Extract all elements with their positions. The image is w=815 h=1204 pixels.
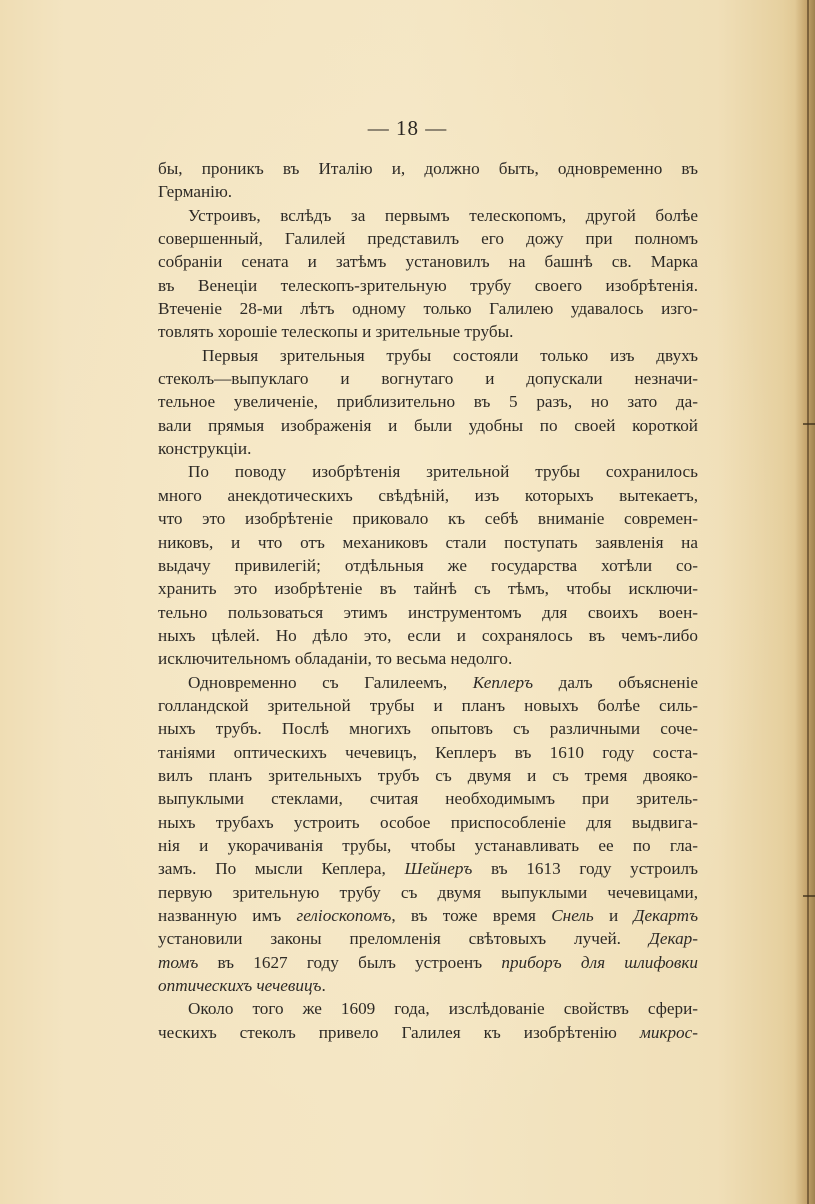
text-line xyxy=(158,180,698,203)
text-line xyxy=(158,460,698,483)
text-line xyxy=(158,344,698,367)
text-run: тельное увеличеніе, приблизительно въ 5 разъ, но зато да- xyxy=(158,392,698,412)
text-line xyxy=(158,157,698,180)
italic-text-run: приборъ для шлифовки xyxy=(501,952,698,972)
text-run: хранить это изобрѣтеніе въ тайнѣ съ тѣмъ, чтобы исключи- xyxy=(158,579,698,599)
text-run: товлять хорошіе телескопы и зрительные трубы. xyxy=(158,322,514,342)
text-run: выдачу привилегій; отдѣльныя же государства хотѣли со- xyxy=(158,555,698,575)
text-run: Устроивъ, вслѣдъ за первымъ телескопомъ, другой болѣе xyxy=(188,205,698,225)
text-line xyxy=(158,741,698,764)
text-run: ныхъ трубъ. Послѣ многихъ опытовъ съ различными соче- xyxy=(158,719,698,739)
text-run: что это изобрѣтеніе приковало къ себѣ вниманіе современ- xyxy=(158,509,698,529)
body-text xyxy=(158,157,698,1044)
text-run: таніями оптическихъ чечевицъ, Кеплеръ въ 1610 году соста- xyxy=(158,742,698,762)
text-line xyxy=(158,671,698,694)
text-line xyxy=(158,951,698,974)
text-run: тельно пользоваться этимъ инструментомъ для своихъ воен- xyxy=(158,602,698,622)
text-run: и xyxy=(593,906,634,925)
text-line xyxy=(158,274,698,297)
text-run: , въ тоже время xyxy=(391,906,552,925)
italic-text-run: томъ xyxy=(158,952,199,972)
text-line xyxy=(158,904,698,927)
text-line xyxy=(158,554,698,577)
text-line xyxy=(158,390,698,413)
italic-text-run: геліоскопомъ xyxy=(296,906,392,925)
italic-text-run: оптическихъ чечевицъ xyxy=(158,976,322,996)
text-line xyxy=(158,437,698,460)
page-edge-tick xyxy=(803,423,815,425)
text-line xyxy=(158,531,698,554)
text-line xyxy=(158,857,698,880)
text-run: въ Венеціи телескопъ-зрительную трубу своего изобрѣтенія. xyxy=(158,275,698,295)
text-run: вали прямыя изображенія и были удобны по своей короткой xyxy=(158,415,698,435)
text-line xyxy=(158,927,698,950)
text-line xyxy=(158,507,698,530)
text-run: собраніи сената и затѣмъ установилъ на башнѣ св. Марка xyxy=(158,252,698,272)
text-run: первую зрительную трубу съ двумя выпуклыми чечевицами, xyxy=(158,882,698,902)
text-run: Втеченіе 28-ми лѣтъ одному только Галилею удавалось изго- xyxy=(158,299,698,319)
text-line xyxy=(158,881,698,904)
text-line xyxy=(158,484,698,507)
italic-text-run: Шейнеръ xyxy=(404,859,473,879)
text-run: никовъ, и что отъ механиковъ стали поступать заявленія на xyxy=(158,532,698,552)
text-line xyxy=(158,624,698,647)
text-line xyxy=(158,297,698,320)
italic-text-run: Кеплеръ xyxy=(472,672,534,692)
text-line xyxy=(158,834,698,857)
text-run: Германію. xyxy=(158,182,233,202)
text-run: стеколъ—выпуклаго и вогнутаго и допускали незначи- xyxy=(158,369,698,389)
text-run: совершенный, Галилей представилъ его дожу при полномъ xyxy=(158,229,698,249)
text-run: голландской зрительной трубы и планъ новыхъ болѣе силь- xyxy=(158,695,698,715)
italic-text-run: Декар- xyxy=(648,929,698,949)
text-line xyxy=(158,997,698,1020)
text-line xyxy=(158,250,698,273)
text-run: въ 1627 году былъ устроенъ xyxy=(198,952,502,972)
text-run: Первыя зрительныя трубы состояли только изъ двухъ xyxy=(202,345,698,365)
text-run: названную имъ xyxy=(158,906,297,925)
text-run: Одновременно съ Галилеемъ, xyxy=(188,672,473,692)
page-edge-line xyxy=(807,0,809,1204)
text-line xyxy=(158,601,698,624)
text-run: вилъ планъ зрительныхъ трубъ съ двумя и съ тремя двояко- xyxy=(158,765,698,785)
text-run: выпуклыми стеклами, считая необходимымъ при зритель- xyxy=(158,789,698,809)
text-run: По поводу изобрѣтенія зрительной трубы сохранилось xyxy=(188,462,698,482)
text-line xyxy=(158,787,698,810)
text-run: . xyxy=(321,976,326,996)
text-line xyxy=(158,647,698,670)
text-line xyxy=(158,974,698,997)
text-run: нія и укорачиванія трубы, чтобы устанавливать ее по гла- xyxy=(158,835,698,855)
italic-text-run: Декартъ xyxy=(633,906,698,925)
text-run: замъ. По мысли Кеплера, xyxy=(158,859,405,879)
text-line xyxy=(158,811,698,834)
text-run: бы, проникъ въ Италію и, должно быть, одновременно въ xyxy=(158,159,698,178)
text-run: Около того же 1609 года, изслѣдованіе свойствъ сфери- xyxy=(188,999,698,1019)
text-line xyxy=(158,764,698,787)
text-line xyxy=(158,1021,698,1044)
text-line xyxy=(158,717,698,740)
page-number: — 18 — xyxy=(367,116,448,140)
text-line xyxy=(158,227,698,250)
italic-text-run: Снель xyxy=(551,906,594,925)
text-line xyxy=(158,577,698,600)
text-line xyxy=(158,414,698,437)
page-edge-shadow xyxy=(795,0,815,1204)
text-run: ческихъ стеколъ привело Галилея къ изобрѣтенію xyxy=(158,1022,640,1042)
text-line xyxy=(158,367,698,390)
text-line xyxy=(158,694,698,717)
text-run: въ 1613 году устроилъ xyxy=(472,859,698,879)
italic-text-run: микрос- xyxy=(639,1022,698,1042)
text-line xyxy=(158,204,698,227)
text-run: далъ объясненіе xyxy=(533,672,699,692)
text-run: установили законы преломленія свѣтовыхъ лучей. xyxy=(158,929,649,949)
text-run: ныхъ трубахъ устроить особое приспособленіе для выдвига- xyxy=(158,812,698,832)
text-run: ныхъ цѣлей. Но дѣло это, если и сохранялось въ чемъ-либо xyxy=(158,625,698,645)
text-line xyxy=(158,320,698,343)
page-edge-tick xyxy=(803,895,815,897)
text-run: исключительномъ обладаніи, то весьма недолго. xyxy=(158,649,513,669)
text-run: много анекдотическихъ свѣдѣній, изъ которыхъ вытекаетъ, xyxy=(158,485,698,505)
text-run: конструкціи. xyxy=(158,439,252,459)
